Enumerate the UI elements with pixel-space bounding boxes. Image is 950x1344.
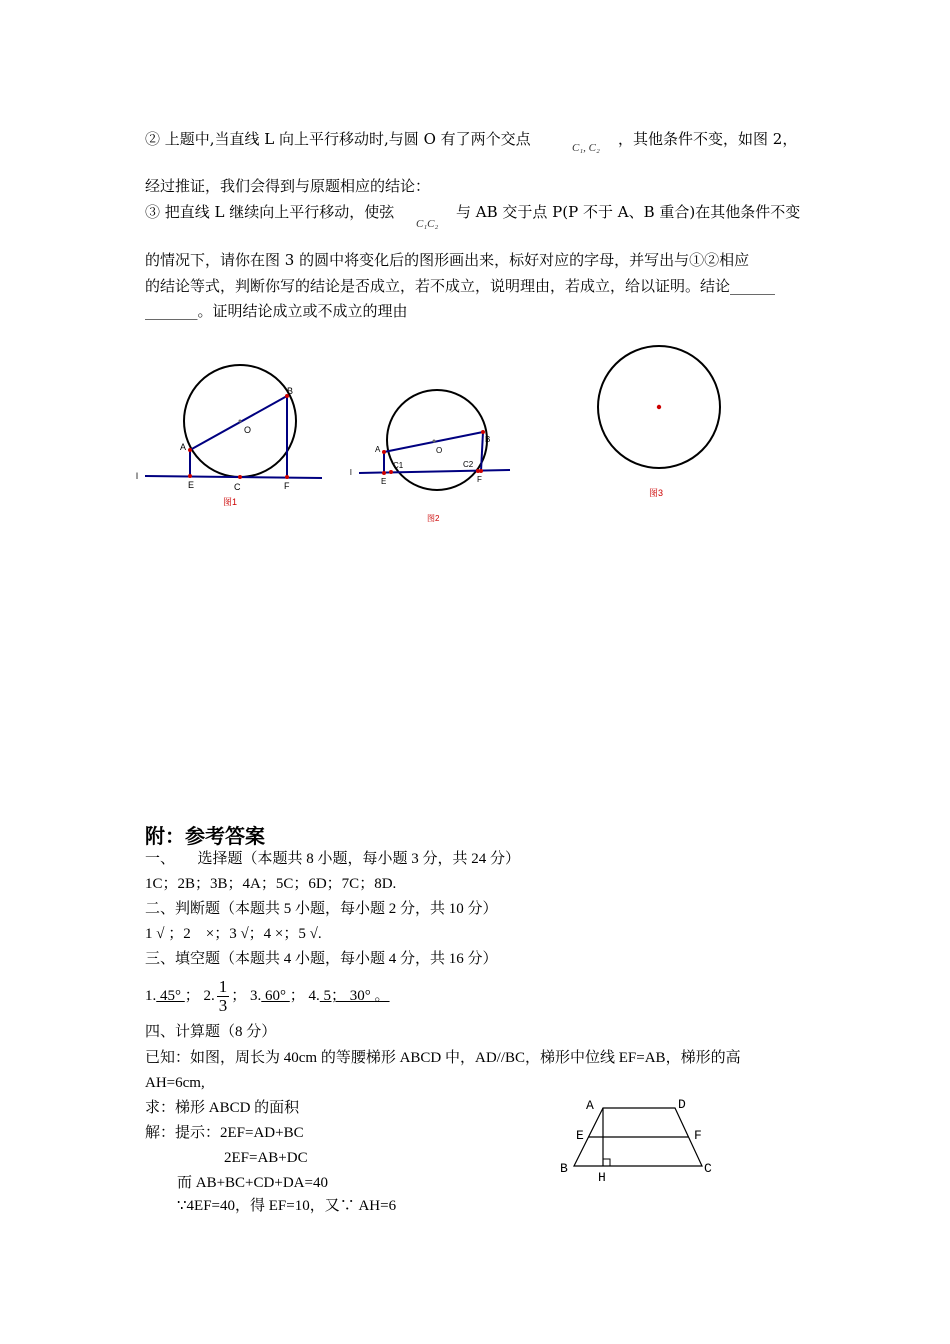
- fig2-circle: [387, 390, 487, 490]
- answers-s2: 二、判断题（本题共 5 小题，每小题 2 分，共 10 分）: [145, 901, 498, 917]
- fig1-point-e: [188, 474, 192, 478]
- fig1-label-f: F: [284, 481, 290, 491]
- trap-label-b: B: [560, 1161, 568, 1176]
- s3-a4: 5； 30°: [319, 988, 375, 1004]
- trapezoid-figure: [555, 1092, 730, 1187]
- trap-label-e: E: [576, 1128, 584, 1143]
- fig2-label-e: E: [381, 477, 387, 486]
- s3-frac-num: 1: [218, 977, 228, 997]
- fig2-label-l: l: [350, 468, 352, 477]
- p3-c1c2: C₁C₂: [416, 218, 439, 230]
- p2-line2: 经过推证，我们会得到与原题相应的结论：: [145, 177, 431, 195]
- p3-line3: 的结论等式，判断你写的结论是否成立，若不成立，说明理由，若成立，给以证明。结论______: [145, 277, 776, 295]
- answers-s4-line6: 而 AB+BC+CD+DA=40: [177, 1175, 328, 1191]
- fig2-label-c1: C1: [393, 461, 404, 470]
- p3-text-a: ③ 把直线 L 继续向上平行移动，使弦: [145, 203, 395, 221]
- fig1-point-c: [238, 475, 242, 479]
- trap-label-c: C: [704, 1161, 712, 1176]
- s3-a1: 45°: [156, 988, 185, 1004]
- p2-text-b: ，其他条件不变，如图 2，: [618, 130, 798, 148]
- answers-s4-line1: 已知：如图，周长为 40cm 的等腰梯形 ABCD 中，AD//BC，梯形中位线 EF=AB，梯形的高: [145, 1050, 741, 1066]
- answers-s3: 三、填空题（本题共 4 小题，每小题 4 分，共 16 分）: [145, 951, 498, 967]
- fig2-segment-bf: [481, 432, 483, 471]
- fig1-label-a: A: [180, 442, 187, 452]
- figure-1: [130, 355, 330, 515]
- answers-s2-ans: 1 √ ；2 ×；3 √；4 ×；5 √.: [145, 926, 322, 942]
- answers-s4-line4: 解：提示：2EF=AD+BC: [145, 1125, 304, 1141]
- s3-sep3: ； 4.: [289, 988, 320, 1004]
- s3-a3: 60°: [261, 988, 290, 1004]
- fig2-label-o: O: [436, 446, 443, 455]
- answers-s4: 四、计算题（8 分）: [145, 1024, 277, 1040]
- fig1-point-a: [188, 448, 192, 452]
- answers-s1: 一、 选择题（本题共 8 小题，每小题 3 分，共 24 分）: [145, 851, 521, 867]
- trapezoid-right-angle: [603, 1159, 610, 1166]
- p3-line2: 的情况下，请你在图 3 的圆中将变化后的图形画出来，标好对应的字母，并写出与①②相应: [145, 251, 750, 269]
- p2-line1-b: [618, 129, 797, 149]
- s3-end: 。: [374, 988, 390, 1004]
- p2-text-a: ② 上题中,当直线 L 向上平行移动时,与圆 O 有了两个交点: [145, 130, 531, 148]
- fig2-line-l: [359, 470, 510, 473]
- fig2-caption: 图2: [427, 514, 440, 523]
- answers-s4-line3: 求：梯形 ABCD 的面积: [145, 1100, 300, 1116]
- trap-label-h: H: [598, 1170, 606, 1185]
- fig2-point-c1: [389, 470, 393, 474]
- s3-a1-prefix: 1.: [145, 988, 157, 1004]
- answers-s4-line7: ∵4EF=40，得 EF=10，又∵ AH=6: [177, 1198, 397, 1214]
- p3-line1-b: [456, 202, 800, 222]
- s3-sep2: ； 3.: [231, 988, 262, 1004]
- fig2-point-o: [433, 440, 436, 443]
- fig2-point-f: [479, 469, 483, 473]
- s3-frac-den: 3: [218, 996, 228, 1016]
- answers-s4-line5: 2EF=AB+DC: [224, 1150, 308, 1166]
- answers-heading: 附：参考答案: [145, 824, 265, 848]
- trap-label-a: A: [586, 1098, 594, 1113]
- fig2-point-e: [382, 471, 386, 475]
- answers-s3-ans: [145, 976, 390, 1016]
- fig1-line-l: [145, 476, 322, 478]
- p3-line1: [145, 202, 394, 222]
- fig1-label-c: C: [234, 482, 241, 492]
- figure-2: [345, 385, 525, 530]
- fig1-label-b: B: [287, 386, 294, 396]
- fig3-caption: 图3: [649, 488, 664, 498]
- fig2-label-b: B: [485, 435, 491, 444]
- s3-sep1: ； 2.: [184, 988, 215, 1004]
- p2-c1c2: C₁, C₂: [572, 142, 600, 154]
- fig1-label-e: E: [188, 480, 195, 490]
- answers-s4-line2: AH=6cm,: [145, 1075, 205, 1091]
- fig1-label-l: l: [136, 471, 138, 481]
- fig2-point-a: [382, 450, 386, 454]
- p3-text-b: 与 AB 交于点 P(P 不于 A、B 重合)在其他条件不变: [456, 203, 801, 221]
- trap-label-f: F: [694, 1128, 702, 1143]
- p2-line1: [145, 129, 531, 149]
- s3-fraction: [217, 978, 230, 1015]
- fig1-label-o: O: [244, 425, 252, 435]
- answers-s1-ans: 1C；2B；3B；4A；5C；6D；7C；8D.: [145, 876, 397, 892]
- fig1-segment-ab: [190, 396, 287, 450]
- fig1-point-o: [239, 420, 242, 423]
- trap-label-d: D: [678, 1097, 686, 1112]
- fig1-point-f: [285, 475, 289, 479]
- fig2-label-c2: C2: [463, 460, 474, 469]
- fig3-center-point: [657, 405, 661, 409]
- fig2-label-f: F: [477, 475, 482, 484]
- figure-3: [590, 338, 730, 503]
- p3-line4: _______。证明结论成立或不成立的理由: [145, 302, 408, 320]
- fig1-caption: 图1: [223, 497, 238, 507]
- fig2-point-b: [481, 430, 485, 434]
- fig2-label-a: A: [375, 445, 381, 454]
